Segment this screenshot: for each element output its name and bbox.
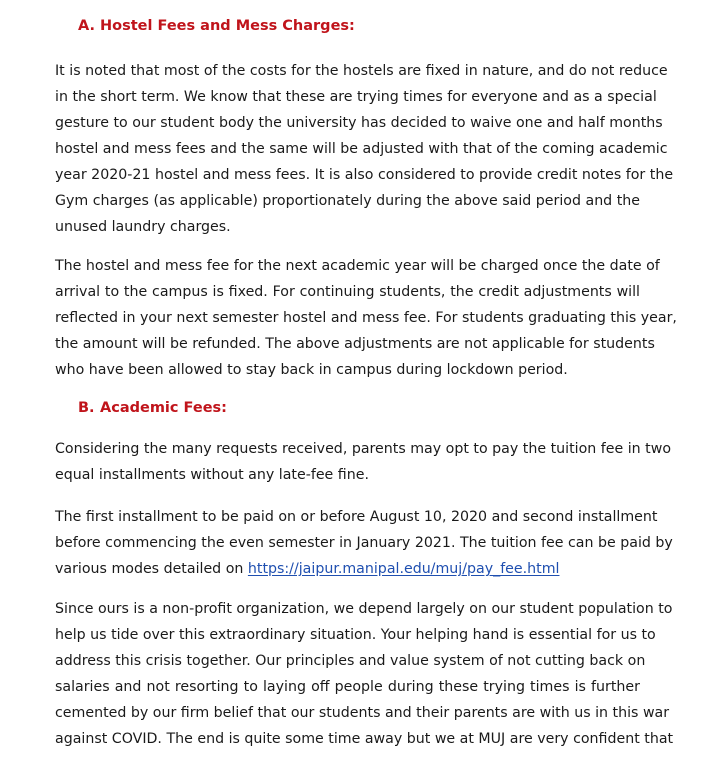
section-b-paragraph-1 [55, 436, 672, 488]
paragraph-line: cemented by our firm belief that our students and their parents are with us in this war [55, 705, 670, 721]
section-b-letter: B. [78, 400, 95, 416]
paragraph-line: salaries and not resorting to laying off people during these trying times is further [55, 679, 640, 695]
paragraph-line: unused laundry charges. [55, 219, 231, 235]
paragraph-line: Considering the many requests received, parents may opt to pay the tuition fee in two [55, 441, 672, 457]
payment-link[interactable]: https://jaipur.manipal.edu/muj/pay_fee.html [247, 561, 560, 577]
paragraph-line: equal installments without any late-fee fine. [55, 467, 369, 483]
paragraph-line: year 2020-21 hostel and mess fees. It is also considered to provide credit notes for the [55, 167, 674, 183]
paragraph-line: against COVID. The end is quite some time away but we at MUJ are very confident that [55, 731, 674, 747]
paragraph-line: Gym charges (as applicable) proportionately during the above said period and the [55, 193, 640, 209]
section-a-paragraph-2 [55, 253, 677, 383]
section-a-paragraph-1 [55, 58, 674, 240]
paragraph-line: before commencing the even semester in January 2021. The tuition fee can be paid by [55, 535, 673, 551]
section-a-heading [78, 18, 355, 34]
paragraph-line: reflected in your next semester hostel and mess fee. For students graduating this year, [55, 310, 677, 326]
paragraph-line: hostel and mess fees and the same will be adjusted with that of the coming academic [55, 141, 668, 157]
section-b-title: Academic Fees: [100, 400, 227, 416]
section-b-heading [78, 400, 227, 416]
paragraph-line: The hostel and mess fee for the next academic year will be charged once the date of [55, 258, 660, 274]
section-b-paragraph-3 [55, 596, 674, 752]
section-b-paragraph-2 [55, 504, 673, 582]
paragraph-line: address this crisis together. Our principles and value system of not cutting back on [55, 653, 646, 669]
paragraph-line: It is noted that most of the costs for the hostels are fixed in nature, and do not reduce [55, 63, 668, 79]
paragraph-line: the amount will be refunded. The above adjustments are not applicable for students [55, 336, 655, 352]
paragraph-line: gesture to our student body the university has decided to waive one and half months [55, 115, 663, 131]
paragraph-line: in the short term. We know that these are trying times for everyone and as a special [55, 89, 657, 105]
paragraph-line: The first installment to be paid on or before August 10, 2020 and second installment [55, 509, 658, 525]
paragraph-line: Since ours is a non-profit organization, we depend largely on our student population to [55, 601, 673, 617]
link-prefix-text: various modes detailed on [55, 561, 248, 577]
section-a-letter: A. [78, 18, 95, 34]
paragraph-line: arrival to the campus is fixed. For continuing students, the credit adjustments will [55, 284, 640, 300]
paragraph-line: help us tide over this extraordinary situation. Your helping hand is essential for us to [55, 627, 656, 643]
paragraph-line: who have been allowed to stay back in campus during lockdown period. [55, 362, 568, 378]
paragraph-line [55, 556, 640, 582]
section-a-title: Hostel Fees and Mess Charges: [100, 18, 355, 34]
